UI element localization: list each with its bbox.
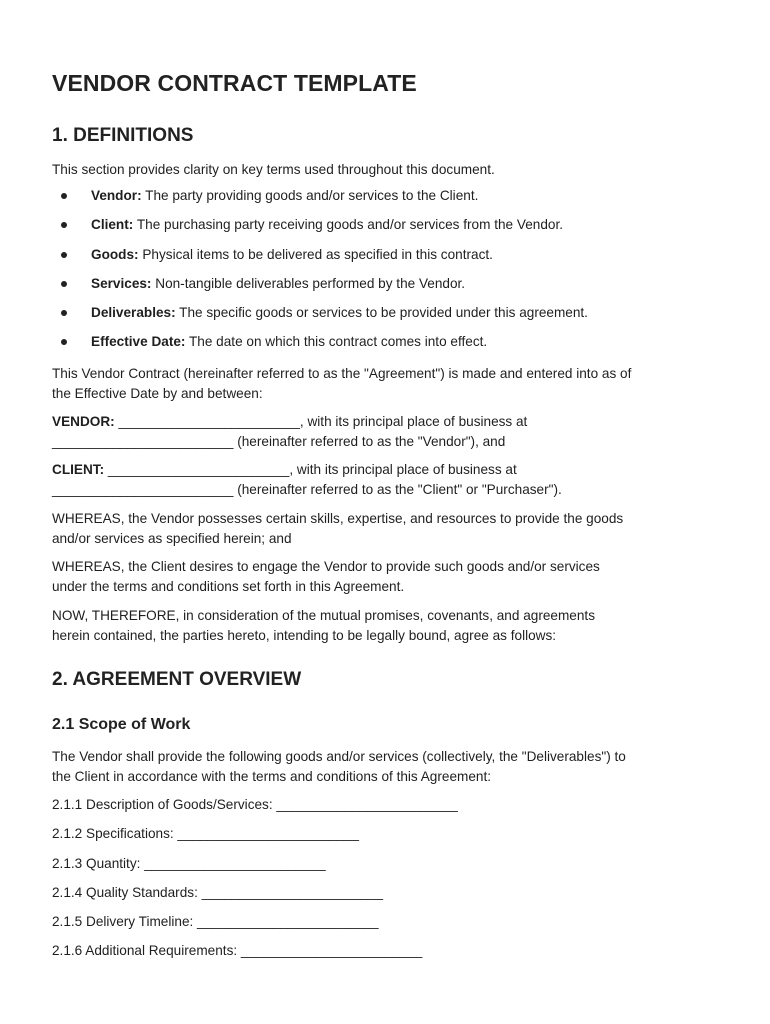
bullet-icon bbox=[61, 222, 67, 228]
definition-description: Physical items to be delivered as specified in this contract. bbox=[138, 246, 493, 262]
agreement-intro-line-2: the Effective Date by and between: bbox=[52, 386, 263, 401]
definition-text bbox=[91, 274, 465, 294]
scope-item-additional-requirements: 2.1.6 Additional Requirements: ________________________ bbox=[52, 943, 423, 958]
definition-term: Deliverables: bbox=[91, 305, 176, 321]
list-item bbox=[52, 245, 720, 274]
definition-term: Client: bbox=[91, 217, 134, 233]
scope-item-specifications: 2.1.2 Specifications: ________________________ bbox=[52, 826, 359, 841]
scope-line-2: the Client in accordance with the terms and conditions of this Agreement: bbox=[52, 769, 492, 784]
client-line-1-text: ________________________, with its principal place of business at bbox=[104, 462, 517, 477]
scope-item-quantity: 2.1.3 Quantity: ________________________ bbox=[52, 856, 326, 871]
list-item bbox=[52, 303, 720, 332]
bullet-icon bbox=[61, 252, 67, 258]
whereas-client-line-2: under the terms and conditions set forth in this Agreement. bbox=[52, 579, 405, 594]
now-therefore-line-1: NOW, THEREFORE, in consideration of the mutual promises, covenants, and agreements bbox=[52, 608, 595, 623]
scope-line-1: The Vendor shall provide the following goods and/or services (collectively, the "Deliverables") to bbox=[52, 749, 626, 764]
section-heading-definitions: 1. DEFINITIONS bbox=[52, 125, 194, 146]
definition-description: The specific goods or services to be provided under this agreement. bbox=[175, 305, 588, 321]
definition-term: Vendor: bbox=[91, 188, 142, 203]
definition-description: The purchasing party receiving goods and/or services from the Vendor. bbox=[133, 217, 563, 233]
definition-description: The party providing goods and/or services to the Client. bbox=[141, 188, 479, 203]
client-party-line-2: ________________________ (hereinafter referred to as the "Client" or "Purchaser"). bbox=[52, 482, 562, 497]
definition-description: Non-tangible deliverables performed by the Vendor. bbox=[151, 275, 466, 291]
definitions-intro: This section provides clarity on key terms used throughout this document. bbox=[52, 162, 495, 177]
list-item bbox=[52, 332, 720, 361]
definition-text bbox=[91, 303, 588, 323]
definitions-list bbox=[52, 186, 720, 362]
definition-term: Effective Date: bbox=[91, 334, 186, 350]
scope-item-quality-standards: 2.1.4 Quality Standards: ________________________ bbox=[52, 885, 384, 900]
whereas-client-line-1: WHEREAS, the Client desires to engage the Vendor to provide such goods and/or services bbox=[52, 559, 600, 574]
client-party-line-1 bbox=[52, 460, 517, 480]
agreement-intro-line-1: This Vendor Contract (hereinafter referred to as the "Agreement") is made and entered into as of bbox=[52, 366, 632, 381]
whereas-vendor-line-1: WHEREAS, the Vendor possesses certain skills, expertise, and resources to provide the goods bbox=[52, 511, 624, 526]
vendor-party-line-2: ________________________ (hereinafter referred to as the "Vendor"), and bbox=[52, 434, 506, 449]
subsection-heading-scope: 2.1 Scope of Work bbox=[52, 716, 191, 733]
bullet-icon bbox=[61, 281, 67, 287]
definition-text bbox=[91, 332, 487, 352]
definition-text bbox=[91, 186, 478, 206]
vendor-line-1-text: ________________________, with its principal place of business at bbox=[114, 414, 528, 429]
definition-text bbox=[91, 215, 563, 235]
scope-item-description: 2.1.1 Description of Goods/Services: ________________________ bbox=[52, 797, 458, 812]
document-title: VENDOR CONTRACT TEMPLATE bbox=[52, 70, 417, 96]
now-therefore-line-2: herein contained, the parties hereto, intending to be legally bound, agree as follows: bbox=[52, 628, 557, 643]
definition-text bbox=[91, 245, 493, 265]
vendor-label: VENDOR: bbox=[52, 414, 115, 429]
scope-item-delivery-timeline: 2.1.5 Delivery Timeline: ________________________ bbox=[52, 914, 379, 929]
definition-term: Goods: bbox=[91, 246, 139, 262]
bullet-icon bbox=[61, 310, 67, 316]
whereas-vendor-line-2: and/or services as specified herein; and bbox=[52, 531, 292, 546]
bullet-icon bbox=[61, 193, 67, 199]
section-heading-agreement-overview: 2. AGREEMENT OVERVIEW bbox=[52, 669, 302, 690]
list-item bbox=[52, 215, 720, 244]
definition-description: The date on which this contract comes into effect. bbox=[185, 334, 488, 350]
vendor-party-line-1 bbox=[52, 412, 527, 432]
list-item bbox=[52, 274, 720, 303]
list-item bbox=[52, 186, 720, 215]
client-label: CLIENT: bbox=[52, 462, 105, 477]
definition-term: Services: bbox=[91, 275, 152, 291]
bullet-icon bbox=[61, 339, 67, 345]
